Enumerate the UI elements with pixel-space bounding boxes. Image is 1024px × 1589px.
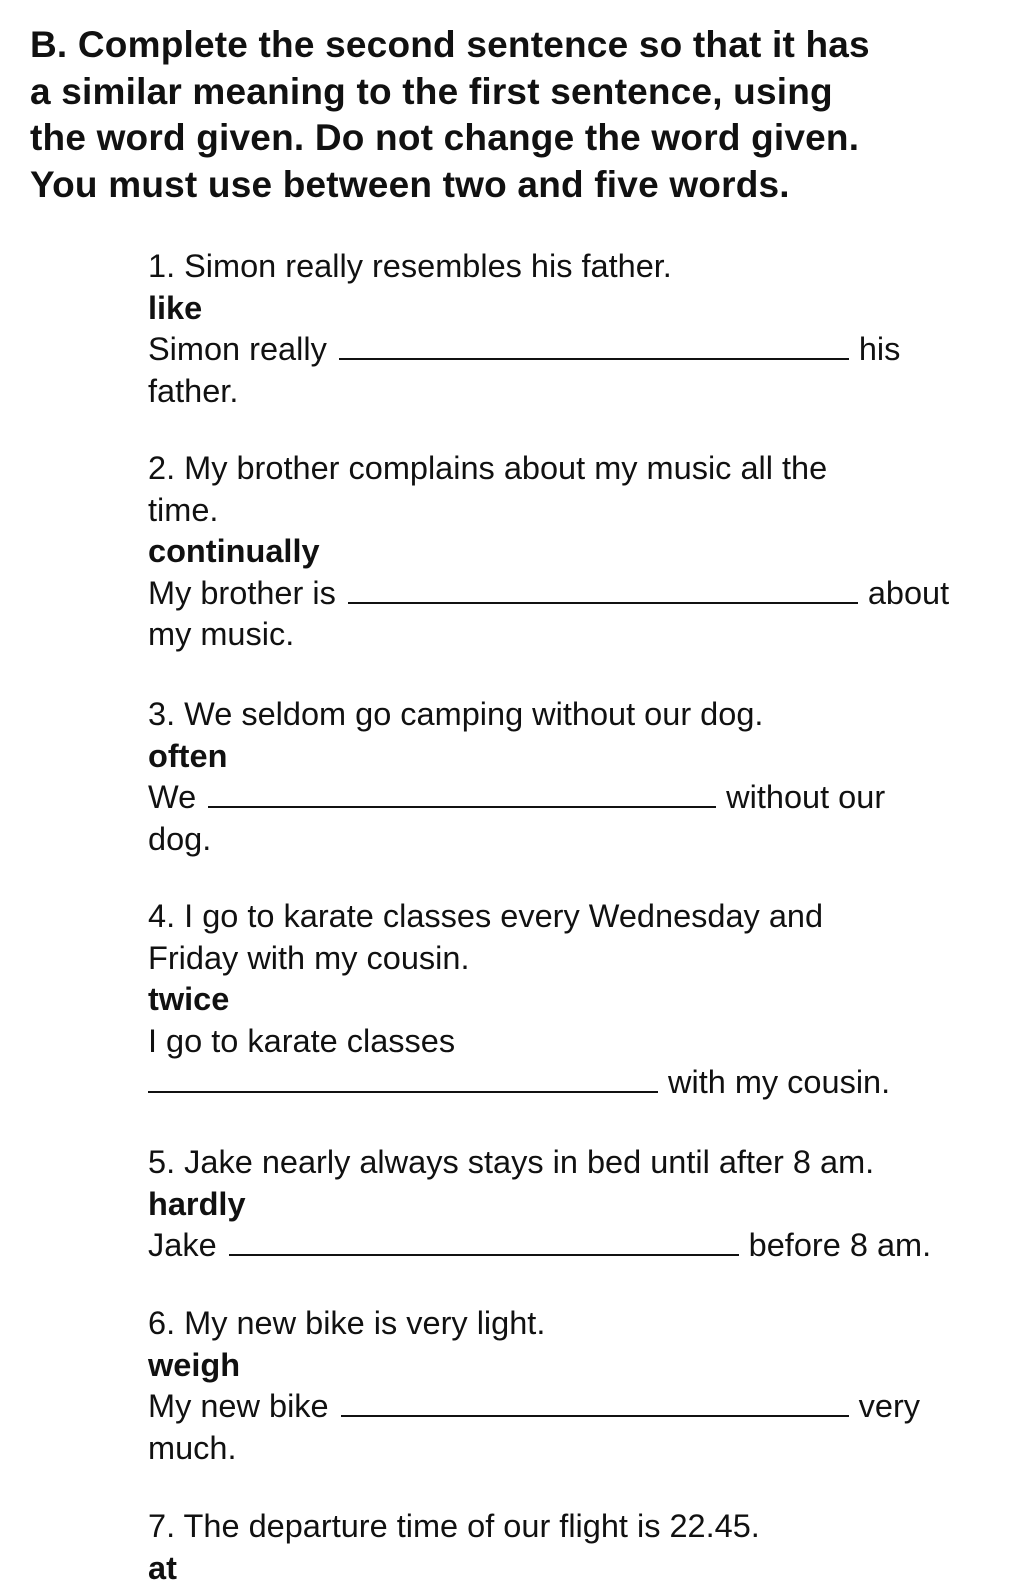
answer-blank[interactable] [229,1226,739,1256]
question-2 [148,448,949,656]
rewrite-line [148,1386,920,1428]
original-sentence: 1. Simon really resembles his father. [148,246,900,288]
rewrite-end: without our [726,779,885,815]
original-sentence: 4. I go to karate classes every Wednesday and [148,896,890,938]
original-sentence: 5. Jake nearly always stays in bed until after 8 am. [148,1142,931,1184]
rewrite-line [148,1062,890,1104]
rewrite-line [148,573,949,615]
key-word: hardly [148,1184,931,1226]
original-sentence: 3. We seldom go camping without our dog. [148,694,885,736]
answer-blank[interactable] [148,1063,658,1093]
rewrite-continuation: my music. [148,614,949,656]
question-1 [148,246,900,412]
rewrite-end: about [868,575,949,611]
question-3 [148,694,885,860]
answer-blank[interactable] [339,330,849,360]
rewrite-end: before 8 am. [749,1227,931,1263]
rewrite-start: Simon really [148,331,327,367]
rewrite-continuation: much. [148,1428,920,1470]
instruction-line: a similar meaning to the first sentence, using [30,69,1010,116]
rewrite-start: Jake [148,1227,217,1263]
rewrite-start: I go to karate classes [148,1021,890,1063]
original-sentence-continuation: time. [148,490,949,532]
answer-blank[interactable] [341,1387,849,1417]
rewrite-continuation: dog. [148,819,885,861]
rewrite-end: with my cousin. [668,1064,890,1100]
rewrite-line [148,329,900,371]
rewrite-continuation: father. [148,371,900,413]
original-sentence: 6. My new bike is very light. [148,1303,920,1345]
rewrite-end: very [859,1388,920,1424]
key-word: twice [148,979,890,1021]
answer-blank[interactable] [208,778,716,808]
key-word: weigh [148,1345,920,1387]
rewrite-line [148,1225,931,1267]
rewrite-start: We [148,779,196,815]
answer-blank[interactable] [348,574,858,604]
key-word: continually [148,531,949,573]
original-sentence: 2. My brother complains about my music all the [148,448,949,490]
instruction-line: B. Complete the second sentence so that it has [30,22,1010,69]
rewrite-start: My new bike [148,1388,329,1424]
instruction-line: You must use between two and five words. [30,162,1010,209]
rewrite-end: his [859,331,901,367]
question-6 [148,1303,920,1469]
exercise-instructions [30,22,1010,208]
original-sentence: 7. The departure time of our flight is 22.45. [148,1506,760,1548]
rewrite-line [148,777,885,819]
instruction-line: the word given. Do not change the word given. [30,115,1010,162]
rewrite-start: My brother is [148,575,336,611]
question-4 [148,896,890,1104]
key-word: at [148,1548,760,1589]
question-7 [148,1506,760,1589]
question-5 [148,1142,931,1267]
key-word: like [148,288,900,330]
key-word: often [148,736,885,778]
original-sentence-continuation: Friday with my cousin. [148,938,890,980]
